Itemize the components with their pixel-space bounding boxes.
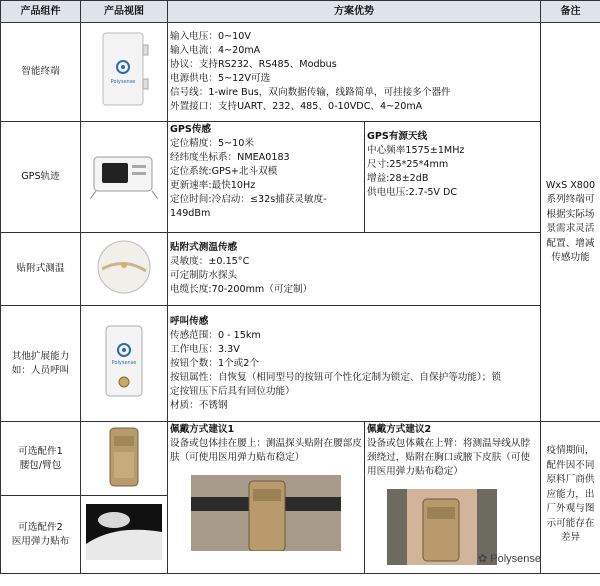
call-image — [81, 306, 168, 422]
call-device-icon — [94, 320, 154, 402]
spec-line: 工作电压：3.3V — [170, 343, 240, 355]
spec-line: 更新速率:最快10Hz — [170, 180, 256, 191]
spec-line: 外置接口：支持UART、232、485、0-10VDC、4~20mA — [170, 101, 423, 112]
terminal-brand: Polysense — [110, 78, 136, 85]
note-2: 疫情期间，配件因不同原料厂商供应能力，出厂外观与图示可能存在差异 — [541, 422, 600, 574]
spec-line: 定位精度：5~10米 — [170, 138, 254, 149]
gps-antenna-title: GPS有源天线 — [367, 131, 428, 142]
call-brand: Polysense — [111, 360, 137, 366]
spec-line: 增益:28±2dB — [367, 173, 429, 184]
temp-image — [81, 233, 168, 306]
row-gps — [1, 122, 600, 233]
wear-option-2-title: 佩戴方式建议2 — [367, 424, 432, 435]
wear-option-1-text: 设备或包体挂在腰上：测温探头贴附在腰部皮肤（可使用医用弹力贴布稳定） — [170, 438, 362, 463]
call-specs — [168, 306, 541, 422]
spec-line: 传感范围：0 - 15km — [170, 329, 261, 341]
call-title: 呼叫传感 — [170, 315, 209, 327]
spec-line: 电缆长度:70-200mm（可定制） — [170, 284, 313, 295]
header-component: 产品组件 — [1, 1, 81, 23]
header-view: 产品视图 — [81, 1, 168, 23]
wear-option-2-text: 设备或包体戴在上臂：将测温导线从脖颈绕过，贴附在胸口或腋下皮肤（可使用医用弹力贴布稳定） — [367, 438, 531, 477]
bandage-image — [81, 496, 168, 574]
gps-module-icon — [86, 145, 162, 205]
wear-option-1 — [168, 422, 365, 574]
spec-line: 经纬度坐标系：NMEA0183 — [170, 152, 290, 163]
bandage-icon — [86, 504, 162, 560]
spec-line: 灵敏度：±0.15°C — [170, 256, 250, 267]
row-accessory-1 — [1, 422, 600, 496]
temp-probe-icon — [92, 235, 156, 299]
spec-line: 可定制防水探头 — [170, 270, 238, 281]
temp-specs — [168, 233, 541, 306]
component-name: 智能终端 — [1, 23, 81, 122]
row-call — [1, 306, 600, 422]
component-name: 可选配件1 腰包/臂包 — [1, 422, 81, 496]
row-temp — [1, 233, 600, 306]
spec-line: 定位时间:冷启动：≤32s捕获灵敏度- — [170, 194, 327, 205]
wear-option-2 — [365, 422, 541, 574]
component-name: 可选配件2 医用弹力贴布 — [1, 496, 81, 574]
wechat-icon: ✿ — [478, 553, 488, 565]
gps-sensor-title: GPS传感 — [170, 124, 212, 135]
spec-line: 信号线：1-wire Bus，双向数据传输，线路简单，可挂接多个器件 — [170, 87, 451, 98]
gps-antenna-specs — [365, 122, 541, 233]
spec-line: 尺寸:25*25*4mm — [367, 159, 449, 170]
pouch-icon — [102, 422, 146, 490]
spec-line: 定位系统:GPS+北斗双模 — [170, 166, 278, 177]
pouch-image — [81, 422, 168, 496]
component-name: 贴附式测温 — [1, 233, 81, 306]
spec-line: 输入电压：0~10V — [170, 31, 251, 42]
waist-wear-photo — [191, 475, 341, 551]
watermark: ✿ Polysense — [478, 553, 542, 565]
spec-line: 149dBm — [170, 208, 211, 219]
spec-line: 定按钮压下后具有回位功能） — [170, 385, 295, 397]
spec-line: 电源供电：5~12V可选 — [170, 73, 271, 84]
component-name: GPS轨迹 — [1, 122, 81, 233]
terminal-image — [81, 23, 168, 122]
header-advantage: 方案优势 — [168, 1, 541, 23]
component-name: 其他扩展能力 如：人员呼叫 — [1, 306, 81, 422]
spec-line: 协议：支持RS232、RS485、Modbus — [170, 59, 337, 70]
temp-title: 贴附式测温传感 — [170, 242, 238, 253]
spec-line: 中心频率1575±1MHz — [367, 145, 465, 156]
wear-option-1-title: 佩戴方式建议1 — [170, 424, 235, 435]
spec-line: 按钮个数：1个或2个 — [170, 357, 259, 369]
note-1: WxS X800系列终端可根据实际场景需求灵活配置、增减传感功能 — [541, 23, 600, 422]
header-note: 备注 — [541, 1, 600, 23]
spec-line: 供电电压:2.7-5V DC — [367, 187, 458, 198]
terminal-device-icon — [89, 27, 159, 113]
row-terminal — [1, 23, 600, 122]
gps-sensor-specs — [168, 122, 365, 233]
spec-line: 材质：不锈钢 — [170, 399, 228, 411]
terminal-specs — [168, 23, 541, 122]
header-row — [1, 1, 600, 23]
spec-line: 按钮属性：自恢复（相同型号的按钮可个性化定制为锁定、自保护等功能）；锁 — [170, 371, 501, 383]
gps-image — [81, 122, 168, 233]
spec-line: 输入电流：4~20mA — [170, 45, 261, 56]
